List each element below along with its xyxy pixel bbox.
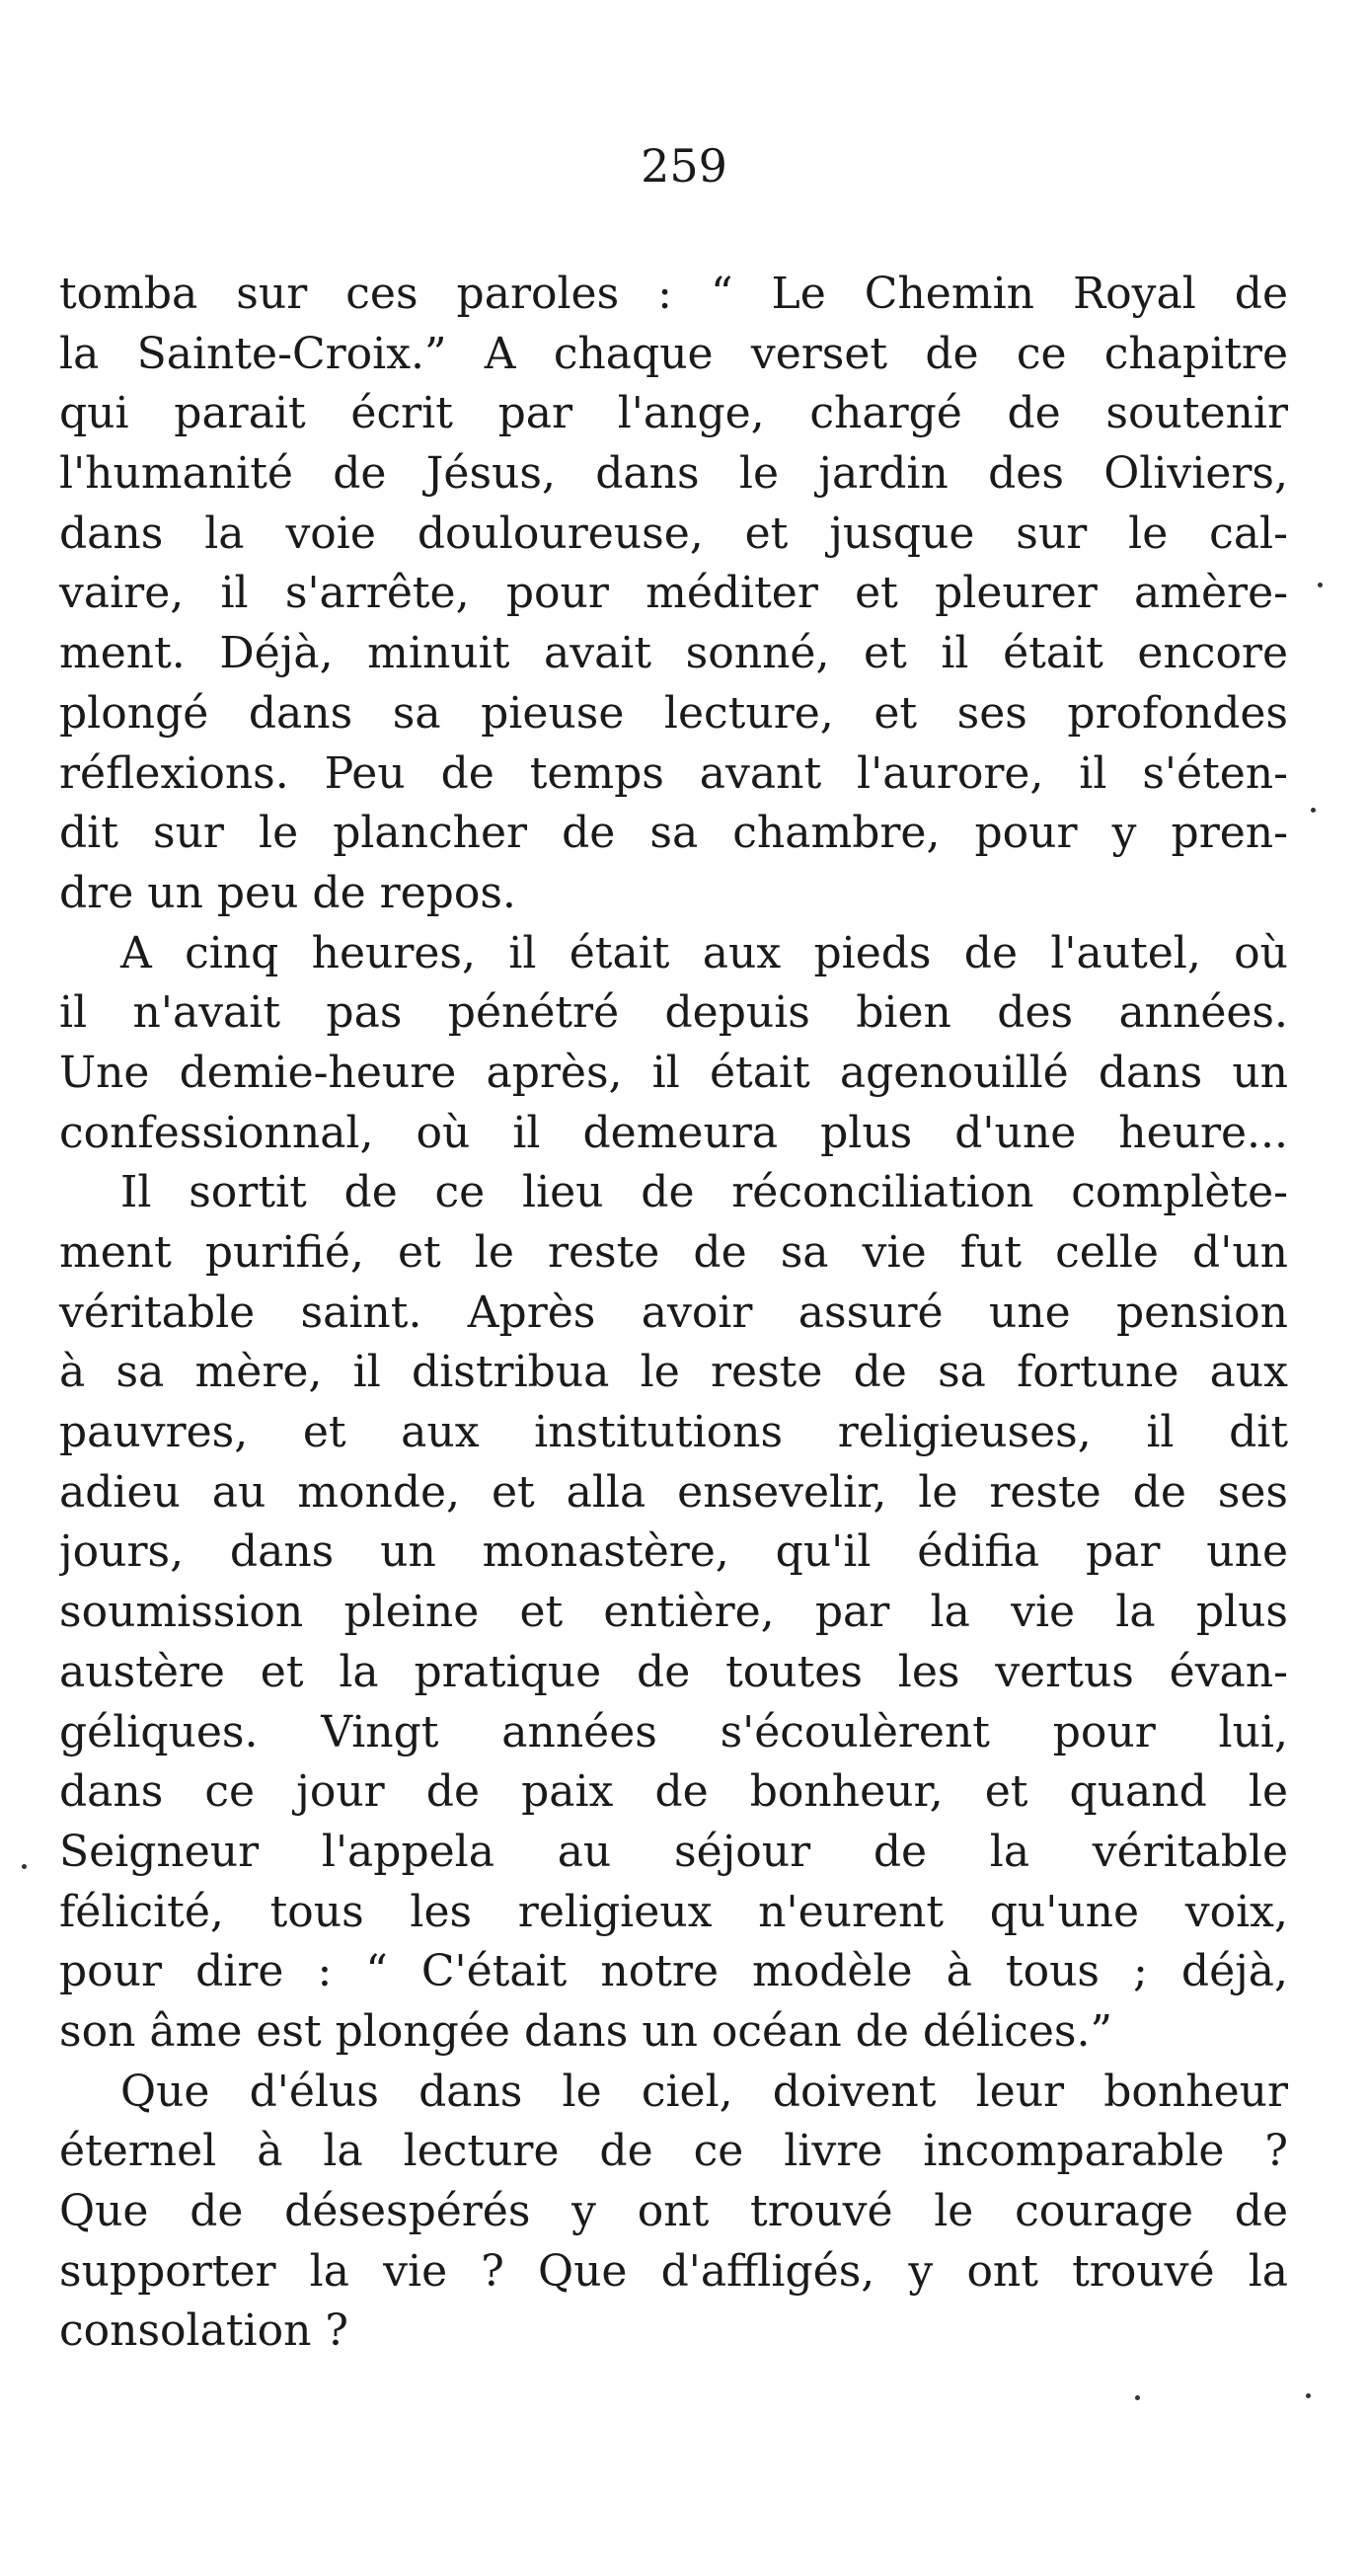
body-text — [59, 265, 1288, 2362]
text-line: dit sur le plancher de sa chambre, pour y pren- — [59, 808, 1288, 859]
text-line: Que d'élus dans le ciel, doivent leur bonheur — [120, 2066, 1288, 2117]
text-line: il n'avait pas pénétré depuis bien des années. — [59, 987, 1288, 1039]
text-line: Une demie-heure après, il était agenouillé dans un — [59, 1047, 1288, 1098]
text-line: A cinq heures, il était aux pieds de l'autel, où — [120, 927, 1288, 978]
text-line: plongé dans sa pieuse lecture, et ses profondes — [59, 687, 1288, 739]
text-line: jours, dans un monastère, qu'il édifia par une — [59, 1526, 1288, 1578]
text-line: pour dire : “ C'était notre modèle à tous ; déjà, — [59, 1946, 1288, 1997]
text-line: confessionnal, où il demeura plus d'une heure... — [59, 1107, 1288, 1158]
scan-speck — [1135, 2395, 1140, 2400]
text-line: véritable saint. Après avoir assuré une pension — [59, 1287, 1288, 1338]
text-line: ment. Déjà, minuit avait sonné, et il était encore — [59, 628, 1288, 679]
text-line: supporter la vie ? Que d'affligés, y ont trouvé la — [59, 2245, 1288, 2297]
text-line: dans ce jour de paix de bonheur, et quand le — [59, 1766, 1288, 1818]
text-line: Que de désespérés y ont trouvé le courage de — [59, 2186, 1288, 2236]
text-line: félicité, tous les religieux n'eurent qu'une voix, — [59, 1886, 1288, 1937]
text-line: la Sainte-Croix.” A chaque verset de ce chapitre — [59, 328, 1288, 379]
text-line: éternel à la lecture de ce livre incomparable ? — [59, 2126, 1288, 2177]
text-line: dre un peu de repos. — [59, 867, 516, 918]
scan-speck — [1306, 2393, 1311, 2398]
text-line: géliques. Vingt années s'écoulèrent pour lui, — [59, 1706, 1288, 1757]
text-line: réflexions. Peu de temps avant l'aurore, il s'éten- — [59, 747, 1288, 799]
text-line: Seigneur l'appela au séjour de la véritable — [59, 1826, 1288, 1877]
text-line: soumission pleine et entière, par la vie la plus — [59, 1587, 1288, 1638]
scan-speck — [22, 1864, 27, 1869]
scan-speck — [1318, 583, 1323, 587]
text-line: à sa mère, il distribua le reste de sa fortune aux — [59, 1347, 1288, 1398]
text-line: ment purifié, et le reste de sa vie fut celle d'un — [59, 1227, 1288, 1278]
text-line: adieu au monde, et alla ensevelir, le reste de ses — [59, 1466, 1288, 1518]
text-line: consolation ? — [59, 2305, 349, 2357]
text-line: tomba sur ces paroles : “ Le Chemin Royal de — [59, 269, 1288, 319]
text-line: son âme est plongée dans un océan de délices.” — [59, 2005, 1112, 2057]
text-line: dans la voie douloureuse, et jusque sur le cal- — [59, 507, 1288, 559]
text-line: l'humanité de Jésus, dans le jardin des Oliviers, — [59, 448, 1288, 500]
text-line: qui parait écrit par l'ange, chargé de soutenir — [59, 388, 1288, 439]
text-line: vaire, il s'arrête, pour méditer et pleurer amère- — [59, 568, 1288, 619]
text-line: Il sortit de ce lieu de réconciliation complète- — [120, 1167, 1288, 1218]
text-line: pauvres, et aux institutions religieuses, il dit — [59, 1407, 1288, 1458]
page-number: 259 — [641, 139, 727, 193]
scan-speck — [1311, 808, 1316, 813]
text-line: austère et la pratique de toutes les vertus évan- — [59, 1646, 1288, 1697]
